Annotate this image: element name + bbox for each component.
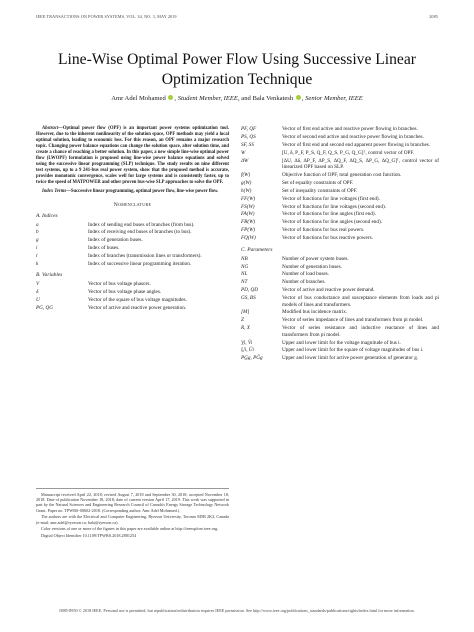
nomenclature-symbol: U̲i, Ūi — [241, 347, 254, 354]
nomenclature-description: Vector of series resistance and inductive reactance of lines and transformers from pi model. — [282, 325, 439, 338]
nomenclature-description: Number of branches. — [282, 279, 326, 286]
nomenclature-description: Index of buses. — [88, 245, 120, 252]
nomenclature-row — [241, 347, 439, 353]
nomenclature-description: Index of receiving end buses of branches (to bus). — [88, 229, 192, 236]
nomenclature-row — [241, 196, 439, 202]
nomenclature-symbol: PG, QG — [36, 305, 54, 312]
author-2-name: Bala Venkatesh — [252, 95, 294, 102]
nomenclature-row — [36, 253, 229, 259]
nomenclature-row — [241, 158, 439, 171]
nomenclature-row — [241, 309, 439, 315]
nomenclature-symbol: a — [36, 221, 39, 228]
nomenclature-description: Index of generation buses. — [88, 237, 143, 244]
nomenclature-row — [241, 204, 439, 210]
nomenclature-description: Index of successive linear programming iteration. — [88, 261, 192, 268]
nomenclature-row — [241, 340, 439, 346]
nomenclature-row — [36, 229, 229, 235]
abstract-label: Abstract — [42, 126, 59, 131]
nomenclature-description: Set of inequality constraints of OPF. — [282, 187, 358, 194]
nomenclature-row — [241, 295, 439, 308]
nomenclature-subheading: B. Variables — [36, 272, 63, 279]
nomenclature-symbol: PD, QD — [241, 287, 259, 294]
nomenclature-symbol: PG̲g, PḠg — [241, 355, 263, 362]
nomenclature-description: Number of generation buses. — [282, 263, 342, 270]
nomenclature-symbol: V̲i, V̄i — [241, 339, 253, 346]
author-1-role: Student Member, IEEE — [177, 95, 238, 102]
footnote-manuscript: Manuscript received April 22, 2018; revised August 7, 2018 and September 30, 2018; accepted November 18, 2018. Date of publication November 18, 2018; date of current version April 17, 2019. This work was supported in part by the Natural Sciences and Engineering Research Council of Canada's Energy Storage Technology Network Grant. Paper no. TPWRS-00602-2018. (Corresponding author: Amr Adel Mohamed.) — [36, 492, 229, 513]
index-terms — [36, 189, 229, 195]
right-column — [241, 126, 439, 363]
abstract — [36, 126, 229, 186]
nomenclature-description: Number of load buses. — [282, 271, 329, 278]
nomenclature-description: Vector of first end active and reactive power flowing in branches. — [282, 126, 418, 132]
nomenclature-symbol: FS(W) — [241, 203, 255, 210]
nomenclature-subheading: C. Parameters — [241, 246, 273, 253]
footnote-doi: Digital Object Identifier 10.1109/TPWRS.2018.2881254 — [41, 532, 137, 538]
nomenclature-row — [241, 256, 439, 262]
page-number: 2085 — [429, 14, 438, 19]
nomenclature-symbol: i — [36, 245, 38, 252]
nomenclature-description: Vector of functions for line angles (first end). — [282, 211, 376, 218]
nomenclature-description: Set of equality constraints of OPF. — [282, 179, 354, 186]
nomenclature-symbol: FA(W) — [241, 211, 255, 218]
nomenclature-row — [241, 211, 439, 217]
nomenclature-symbol: b — [36, 229, 39, 236]
nomenclature-symbol: PF, QF — [241, 126, 257, 132]
abstract-text: —Optimal power flow (OPF) is an important power systems optimization tool. However, due to the inherent nonlinearity of the solution space, OPF methods may yield a local optimal solution, leading to economic loss. For this reason, an OPF remains a major research topic. Changing power balance equations can change the solution space, alter solution time, and create a chance of reaching a better solution. In this paper, a new simple line-wise optimal power flow (LWOPF) formulation is proposed using line-wise power balance equations and solved using the successive linear programming (SLP) technique. The study results on nine different test systems, up to a 9 241-bus real power system, show that the proposed method is accurate, provides monotonic convergence, scales well for large systems and is consistently faster, up to twice the speed of MATPOWER and other proven bus-wise SLP approaches to solve the OPF. — [36, 126, 229, 186]
nomenclature-row — [241, 271, 439, 277]
paper-title: Line-Wise Optimal Power Flow Using Successive Linear Optimization Technique — [58, 51, 416, 88]
author-line: Amr Adel Mohamed , Student Member, IEEE, and Bala Venkatesh , Senior Member, IEEE — [111, 95, 363, 102]
nomenclature-description: Vector of first end and second end apparent power flowing in branches. — [282, 141, 431, 148]
nomenclature-description: Vector of functions for line voltages (first end). — [282, 195, 380, 202]
orcid-icon[interactable] — [168, 95, 173, 100]
nomenclature-row — [241, 227, 439, 233]
nomenclature-row — [36, 222, 229, 228]
nomenclature-row — [241, 287, 439, 293]
nomenclature-symbol: f(W) — [241, 171, 251, 178]
nomenclature-row — [241, 172, 439, 178]
nomenclature-symbol: g(W) — [241, 179, 252, 186]
nomenclature-row — [241, 126, 439, 132]
nomenclature-description: Vector of series impedance of lines and transformers from pi model. — [282, 317, 424, 324]
nomenclature-row — [241, 150, 439, 156]
nomenclature-description: Vector of second end active and reactive power flowing in branches. — [282, 133, 424, 140]
nomenclature-symbol: GS, BS — [241, 295, 256, 302]
nomenclature-left — [36, 213, 229, 312]
nomenclature-row — [36, 281, 229, 287]
nomenclature-row — [241, 134, 439, 140]
nomenclature-symbol: [M] — [241, 309, 250, 316]
footnote-affiliation: The authors are with the Electrical and Computer Engineering, Ryerson University, Toronto M5B 2K3, Canada (e-mail: amr.adel@ryerson.ca; bala@ryerson.ca). — [36, 514, 229, 525]
nomenclature-description: Vector of bus voltage phasors. — [88, 281, 151, 288]
nomenclature-description: Vector of active and reactive power generation. — [88, 305, 187, 312]
nomenclature-symbol: δ — [36, 289, 39, 296]
footnote-color: Color versions of one or more of the figures in this paper are available online at http://ieeexplore.ieee.org. — [41, 526, 219, 532]
nomenclature-description: Vector of functions for bus real powers. — [282, 227, 365, 234]
nomenclature-row — [241, 219, 439, 225]
copyright-notice: 0885-8950 © 2018 IEEE. Personal use is permitted, but republication/redistribution requires IEEE permission. See http://www.ieee.org/publications_standards/publications/rights/index.html for more information. — [59, 608, 415, 613]
nomenclature-symbol: FP(W) — [241, 227, 256, 234]
nomenclature-symbol: NB — [241, 255, 248, 262]
left-column — [36, 126, 229, 313]
nomenclature-symbol: FB(W) — [241, 219, 256, 226]
nomenclature-symbol: ΔW — [241, 157, 249, 164]
nomenclature-description: Index of sending end buses of branches (from bus). — [88, 221, 195, 228]
nomenclature-row — [36, 297, 229, 303]
nomenclature-symbol: FQ(W) — [241, 235, 256, 242]
nomenclature-description: Upper and lower limit for active power generation of generator g. — [282, 355, 419, 362]
nomenclature-row — [241, 180, 439, 186]
nomenclature-right — [241, 126, 439, 362]
nomenclature-description: Vector of bus voltage phase angles. — [88, 289, 162, 296]
nomenclature-row — [241, 317, 439, 323]
nomenclature-row — [36, 237, 229, 243]
author-2-role: Senior Member, IEEE — [305, 95, 363, 102]
nomenclature-symbol: FF(W) — [241, 195, 256, 202]
nomenclature-symbol: k — [36, 261, 39, 268]
nomenclature-description: Vector of functions for line voltages (second end). — [282, 203, 387, 210]
nomenclature-symbol: g — [36, 237, 39, 244]
nomenclature-description: Vector of the square of bus voltage magnitudes. — [88, 297, 187, 304]
nomenclature-subheading: A. Indices — [36, 212, 58, 219]
nomenclature-description: Upper and lower limit for the voltage magnitude of bus i. — [282, 339, 401, 346]
running-head — [36, 14, 438, 19]
nomenclature-symbol: PS, QS — [241, 133, 256, 140]
nomenclature-row — [36, 305, 229, 311]
index-terms-text: —Successive linear programming, optimal power flow, line-wise power flow. — [66, 189, 219, 195]
first-page-footnote — [36, 488, 229, 540]
nomenclature-row — [241, 279, 439, 285]
author-conjunction: , and — [237, 95, 251, 102]
orcid-icon[interactable] — [296, 95, 301, 100]
nomenclature-description: Index of branches (transmission lines or transformers). — [88, 253, 202, 260]
nomenclature-description: Vector of functions for line angles (second end). — [282, 219, 382, 226]
index-terms-label: Index Terms — [42, 189, 67, 195]
nomenclature-description: Number of power system buses. — [282, 255, 349, 262]
nomenclature-description: Vector of bus conductance and susceptance elements from loads and pi models of lines and transformers. — [282, 295, 439, 308]
nomenclature-row — [241, 142, 439, 148]
nomenclature-description: Modified bus incidence matrix. — [282, 309, 348, 316]
nomenclature-row — [241, 325, 439, 338]
nomenclature-row — [36, 245, 229, 251]
nomenclature-symbol: SF, SS — [241, 141, 254, 148]
nomenclature-symbol: NT — [241, 279, 248, 286]
nomenclature-row — [241, 355, 439, 361]
nomenclature-description: Upper and lower limit for the square of voltage magnitudes of bus i. — [282, 347, 424, 354]
nomenclature-symbol: l — [36, 253, 38, 260]
nomenclature-description: [ΔU, Δδ, ΔP_F, ΔP_S, ΔQ_F, ΔQ_S, ΔP_G, ΔQ_G]ᵀ, control vector of linearized OPF based on SLP. — [282, 157, 439, 171]
nomenclature-description: Objective function of OPF, total generation cost function. — [282, 171, 402, 178]
nomenclature-description: [U, δ, P_F, P_S, Q_F, Q_S, P_G, Q_G]ᵀ, control vector of OPF. — [282, 149, 415, 156]
nomenclature-row — [36, 261, 229, 267]
nomenclature-symbol: V — [36, 281, 40, 288]
nomenclature-symbol: W — [241, 149, 246, 156]
nomenclature-heading: Nomenclature — [113, 201, 152, 208]
nomenclature-symbol: h(W) — [241, 187, 252, 194]
abstract-block — [36, 126, 229, 196]
nomenclature-row — [241, 235, 439, 241]
nomenclature-row — [36, 289, 229, 295]
nomenclature-symbol: Z — [241, 317, 244, 324]
nomenclature-description: Vector of functions for bus reactive powers. — [282, 235, 373, 242]
nomenclature-symbol: U — [36, 297, 40, 304]
nomenclature-row — [241, 264, 439, 270]
nomenclature-symbol: R, X — [241, 325, 250, 332]
nomenclature-symbol: NG — [241, 263, 249, 270]
nomenclature-symbol: NL — [241, 271, 248, 278]
author-1-name: Amr Adel Mohamed — [111, 95, 166, 102]
nomenclature-description: Vector of active and reactive power demand. — [282, 287, 375, 294]
nomenclature-row — [241, 188, 439, 194]
journal-name: IEEE TRANSACTIONS ON POWER SYSTEMS, VOL. 34, NO. 3, MAY 2019 — [36, 14, 177, 19]
